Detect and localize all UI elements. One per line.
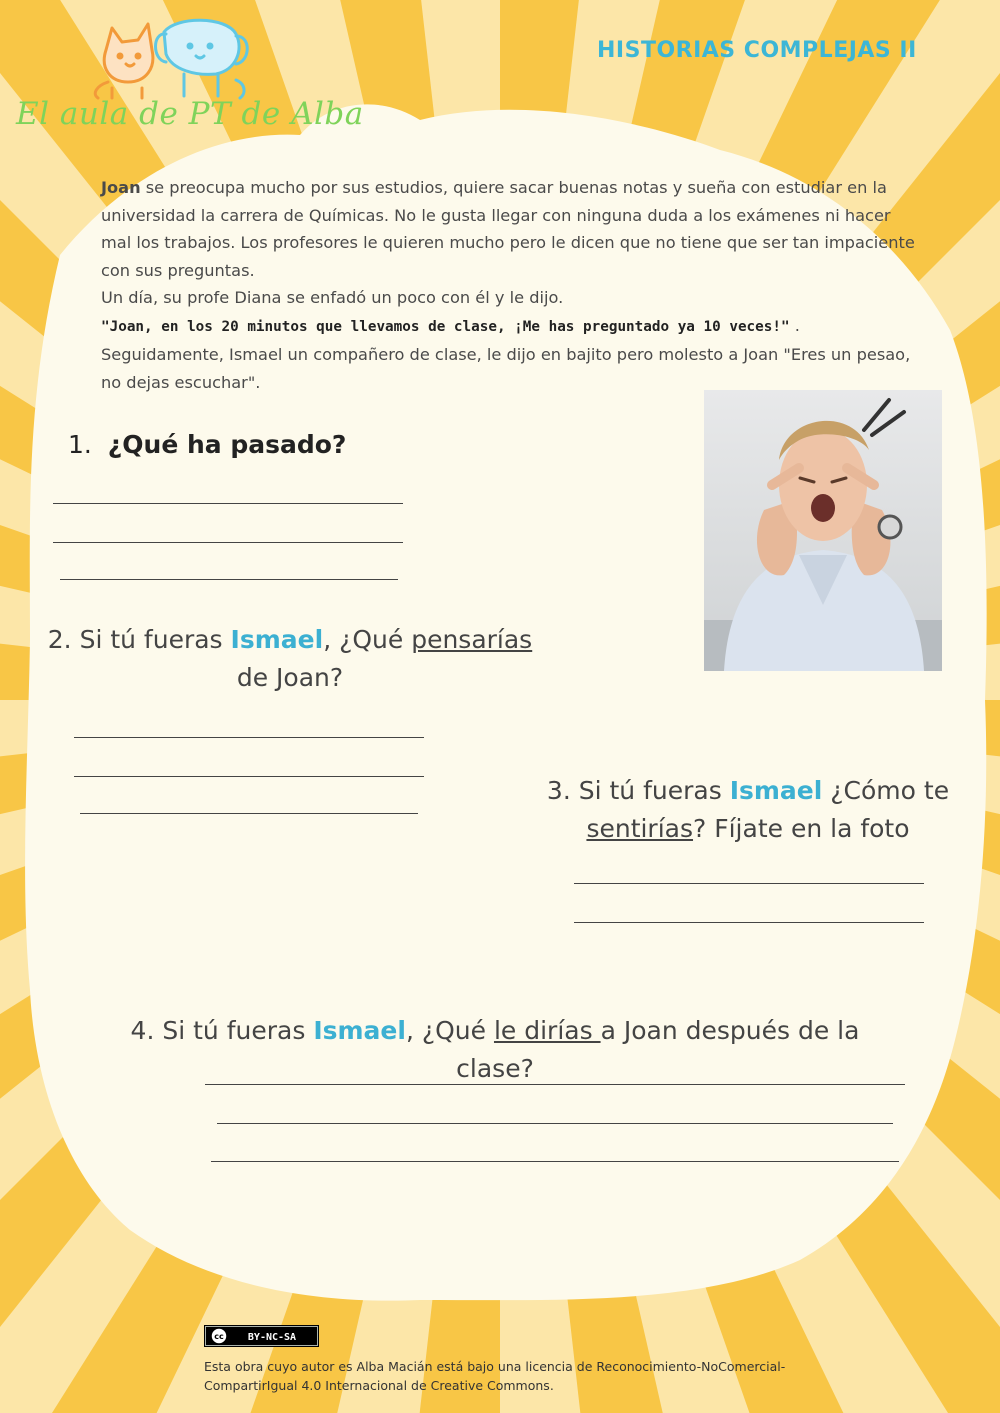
answer-line-1a[interactable] [53, 503, 403, 504]
question-3-text-b: ¿Cómo te [822, 776, 950, 805]
question-4-text-c: a Joan después de la [600, 1016, 860, 1045]
answer-line-1c[interactable] [60, 579, 398, 580]
answer-line-3b[interactable] [574, 922, 924, 923]
answer-line-2a[interactable] [74, 737, 424, 738]
story-text-3: Seguidamente, Ismael un compañero de clase, le dijo en bajito pero molesto a Joan "Eres un pesao, no dejas escuchar". [101, 345, 911, 392]
answer-line-1b[interactable] [53, 542, 403, 543]
answer-line-3a[interactable] [574, 883, 924, 884]
question-3-text-a: 3. Si tú fueras [546, 776, 730, 805]
question-3 [540, 772, 956, 848]
question-2-text-c: de Joan? [236, 663, 344, 692]
question-2-text-a: 2. Si tú fueras [47, 625, 231, 654]
answer-line-4a[interactable] [205, 1084, 905, 1085]
question-2-text-b: , ¿Qué [323, 625, 412, 654]
story-name: Joan [101, 178, 141, 197]
question-2-name: Ismael [230, 625, 324, 654]
answer-line-2c[interactable] [80, 813, 418, 814]
question-3-underlined: sentirías [586, 814, 694, 843]
story-quote: "Joan, en los 20 minutos que llevamos de clase, ¡Me has preguntado ya 10 veces!" [101, 318, 790, 335]
license-text: Esta obra cuyo autor es Alba Macián está bajo una licencia de Reconocimiento-NoComercial-CompartirIgual 4.0 Internacional de Creative Commons. [204, 1359, 786, 1393]
question-4-text-a: 4. Si tú fueras [130, 1016, 314, 1045]
question-2 [40, 621, 540, 697]
worksheet-title: HISTORIAS COMPLEJAS II [597, 38, 917, 63]
creative-commons-badge-icon [204, 1325, 319, 1347]
story-quote-tail: . [789, 315, 800, 335]
question-2-underlined: pensarías [411, 625, 533, 654]
question-4-name: Ismael [313, 1016, 406, 1045]
question-3-text-c: ? Fíjate en la foto [693, 814, 910, 843]
brand-text: El aula de PT de Alba [16, 96, 364, 132]
cat-and-dog-logo-icon [86, 10, 256, 102]
license-badge-text: BY-NC-SA [247, 1332, 297, 1343]
question-3-name: Ismael [729, 776, 823, 805]
question-4-text-d: clase? [456, 1054, 534, 1083]
story-text [101, 174, 921, 396]
question-4 [120, 1012, 870, 1088]
story-text-1: se preocupa mucho por sus estudios, quiere sacar buenas notas y sueña con estudiar en la universidad la carrera de Químicas. No le gusta llegar con ninguna duda a los exámenes ni hacer mal los trabajos. Los profesores le quieren mucho pero le dicen que no tiene que ser tan impaciente con sus preguntas. [101, 178, 915, 280]
question-1-number: 1. [68, 430, 92, 459]
question-1 [68, 430, 346, 459]
svg-text:cc: cc [214, 1332, 224, 1341]
question-1-text: ¿Qué ha pasado? [107, 430, 347, 459]
story-text-2: Un día, su profe Diana se enfadó un poco con él y le dijo. [101, 288, 564, 307]
answer-line-4c[interactable] [211, 1161, 899, 1162]
question-4-text-b: , ¿Qué [405, 1016, 494, 1045]
answer-line-4b[interactable] [217, 1123, 893, 1124]
question-4-underlined: le dirías [493, 1016, 601, 1045]
answer-line-2b[interactable] [74, 776, 424, 777]
stressed-man-photo [704, 390, 942, 671]
